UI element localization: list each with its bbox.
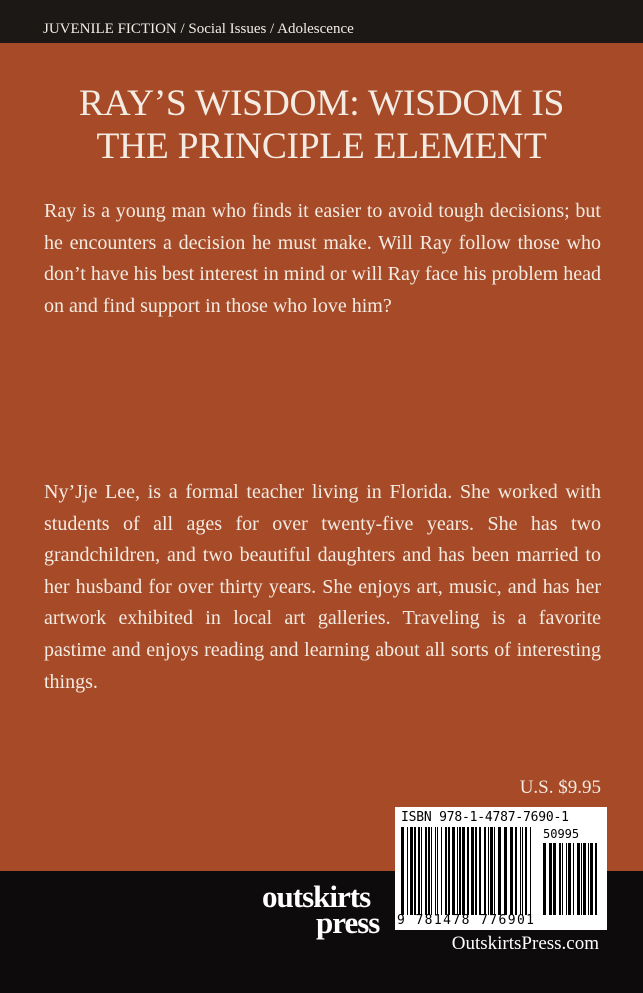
- barcode-bar: [484, 827, 486, 915]
- barcode-bar: [452, 827, 455, 915]
- barcode-bar: [490, 827, 493, 915]
- barcode-bar: [471, 827, 474, 915]
- book-title-line-1: RAY’S WISDOM: WISDOM IS: [78, 83, 565, 124]
- barcode-bar: [425, 827, 427, 915]
- barcode-bar: [401, 827, 404, 915]
- barcode-bar: [525, 827, 527, 915]
- barcode-bar: [414, 827, 416, 915]
- barcode-bar: [583, 843, 586, 915]
- book-title-line-2: THE PRINCIPLE ELEMENT: [96, 126, 547, 167]
- synopsis-paragraph: Ray is a young man who finds it easier to avoid tough decisions; but he encounters a decision he must make. Will Ray follow those who don’t have his best interest in mind or will Ray face his problem head on and find support in those who love him?: [44, 200, 601, 317]
- logo-word-press: press: [316, 905, 380, 940]
- price-code-label: 50995: [543, 827, 580, 841]
- barcode-bar: [530, 827, 531, 915]
- ean13-bars: [401, 827, 533, 915]
- barcode-bar: [553, 843, 556, 915]
- barcode-bar: [559, 843, 561, 915]
- barcode-bar: [421, 827, 422, 915]
- barcode-bar: [428, 827, 430, 915]
- barcode-bar: [407, 827, 408, 915]
- barcode-bar: [566, 843, 567, 915]
- barcode-bar: [435, 827, 436, 915]
- barcode-bar: [410, 827, 413, 915]
- barcode-bar: [543, 843, 546, 915]
- barcode-bar: [568, 843, 571, 915]
- barcode-bar: [562, 843, 563, 915]
- barcode-bar: [581, 843, 582, 915]
- barcode-bar: [520, 827, 521, 915]
- retail-price: U.S. $9.95: [519, 777, 601, 798]
- barcode-bar: [573, 843, 574, 915]
- barcode-bar: [504, 827, 507, 915]
- barcode-bar: [590, 843, 593, 915]
- barcode-bar: [431, 827, 432, 915]
- barcode-bar: [462, 827, 465, 915]
- barcode-bar: [522, 827, 523, 915]
- barcode-bar: [549, 843, 552, 915]
- barcode-bar: [510, 827, 513, 915]
- barcode-bar: [437, 827, 438, 915]
- barcode-bar: [418, 827, 420, 915]
- price-code-bars: [543, 843, 599, 915]
- barcode-bar: [595, 843, 597, 915]
- barcode-bar: [467, 827, 469, 915]
- logo-word-outskirts: outskirts: [262, 879, 371, 914]
- barcode-bar: [475, 827, 477, 915]
- barcode-bar: [459, 827, 461, 915]
- barcode-bar: [479, 827, 481, 915]
- barcode-bar: [515, 827, 517, 915]
- barcode-bar: [494, 827, 495, 915]
- barcode-bar: [445, 827, 447, 915]
- barcode-bar: [588, 843, 589, 915]
- author-bio-paragraph: Ny’Jje Lee, is a formal teacher living in Florida. She worked with students of all ages for over twenty-five years. She has two grandchildren, and two beautiful daughters and has been married to her husband for over thirty years. She enjoys art, music, and has her artwork exhibited in local art galleries. Traveling is a favorite pastime and enjoys reading and learning about all sorts of interesting things.: [44, 481, 601, 693]
- barcode-bar: [577, 843, 580, 915]
- isbn-barcode: [395, 807, 607, 930]
- barcode-bar: [498, 827, 501, 915]
- genre-category: JUVENILE FICTION / Social Issues / Adolescence: [43, 21, 354, 37]
- barcode-bar: [441, 827, 442, 915]
- barcode-bar: [457, 827, 458, 915]
- barcode-number: 9 781478 776901: [397, 913, 536, 928]
- isbn-label: ISBN 978-1-4787-7690-1: [401, 810, 569, 825]
- publisher-logo: [262, 881, 392, 941]
- barcode-bar: [488, 827, 489, 915]
- publisher-website: OutskirtsPress.com: [451, 933, 599, 954]
- barcode-bar: [448, 827, 450, 915]
